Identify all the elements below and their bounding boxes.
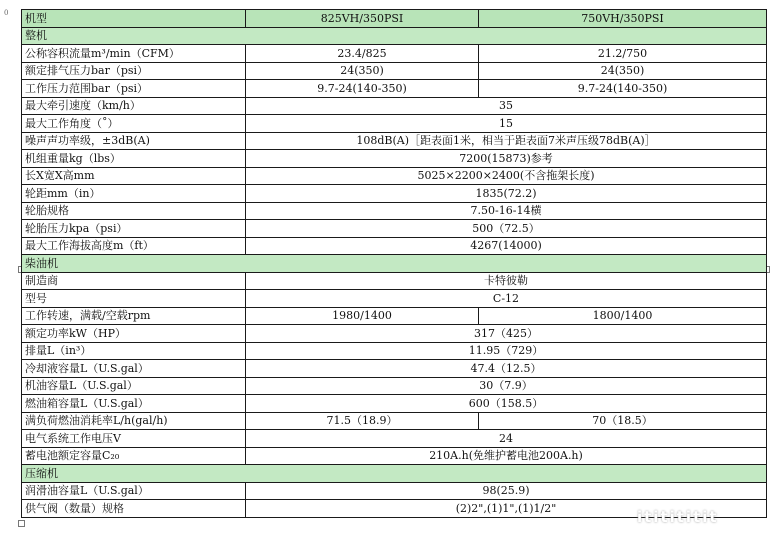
- table-row: [22, 202, 767, 220]
- value-shared: 1835(72.2): [246, 185, 767, 203]
- spec-label: 满负荷燃油消耗率L/h(gal/h): [22, 412, 246, 430]
- table-row: [22, 62, 767, 80]
- spec-label: 轮胎压力kpa（psi）: [22, 220, 246, 238]
- value-shared: 317（425）: [246, 325, 767, 343]
- value-shared: 98(25.9): [246, 482, 767, 500]
- spec-label: 最大工作海拔高度m（ft）: [22, 237, 246, 255]
- watermark: ititititit: [637, 508, 719, 526]
- resize-handle-left-bottom[interactable]: [18, 520, 25, 527]
- value-shared: 5025×2200×2400(不含拖架长度): [246, 167, 767, 185]
- spec-label: 最大牵引速度（km/h）: [22, 97, 246, 115]
- table-row: [22, 447, 767, 465]
- value-shared: 卡特彼勒: [246, 272, 767, 290]
- spec-label: 长X宽X高mm: [22, 167, 246, 185]
- section-row: [22, 27, 767, 45]
- table-row: [22, 167, 767, 185]
- header-model-750: 750VH/350PSI: [479, 10, 767, 28]
- spec-label: 轮胎规格: [22, 202, 246, 220]
- spec-label: 公称容积流量m³/min（CFM）: [22, 45, 246, 63]
- value-shared: (2)2",(1)1",(1)1/2": [246, 500, 767, 518]
- table-row: [22, 272, 767, 290]
- table-row: [22, 237, 767, 255]
- value-750: 70（18.5）: [479, 412, 767, 430]
- spec-label: 噪声声功率级，±3dB(A): [22, 132, 246, 150]
- spec-label: 供气阀（数量）规格: [22, 500, 246, 518]
- table-row: [22, 115, 767, 133]
- header-model-label: 机型: [22, 10, 246, 28]
- spec-label: 额定功率kW（HP）: [22, 325, 246, 343]
- value-shared: 500（72.5）: [246, 220, 767, 238]
- table-row: [22, 150, 767, 168]
- table-row: [22, 377, 767, 395]
- spec-label: 工作压力范围bar（psi）: [22, 80, 246, 98]
- value-750: 1800/1400: [479, 307, 767, 325]
- value-750: 9.7-24(140-350): [479, 80, 767, 98]
- value-shared: 24: [246, 430, 767, 448]
- value-825: 1980/1400: [246, 307, 479, 325]
- table-row: [22, 395, 767, 413]
- table-row: [22, 412, 767, 430]
- spec-label: 机油容量L（U.S.gal）: [22, 377, 246, 395]
- table-row: [22, 430, 767, 448]
- value-825: 23.4/825: [246, 45, 479, 63]
- spec-label: 电气系统工作电压V: [22, 430, 246, 448]
- value-shared: 11.95（729）: [246, 342, 767, 360]
- spec-table: [21, 9, 767, 518]
- value-shared: 108dB(A)［距表面1米，相当于距表面7米声压级78dB(A)］: [246, 132, 767, 150]
- spec-label: 蓄电池额定容量C₂₀: [22, 447, 246, 465]
- value-750: 21.2/750: [479, 45, 767, 63]
- section-row: [22, 255, 767, 273]
- table-row: [22, 325, 767, 343]
- table-row: [22, 97, 767, 115]
- section-label: 压缩机: [22, 465, 767, 483]
- spec-label: 工作转速，满载/空载rpm: [22, 307, 246, 325]
- value-shared: 4267(14000): [246, 237, 767, 255]
- section-label: 整机: [22, 27, 767, 45]
- table-row: [22, 80, 767, 98]
- value-shared: 35: [246, 97, 767, 115]
- value-shared: 30（7.9）: [246, 377, 767, 395]
- section-label: 柴油机: [22, 255, 767, 273]
- spec-label: 排量L（in³）: [22, 342, 246, 360]
- value-750: 24(350): [479, 62, 767, 80]
- section-row: [22, 465, 767, 483]
- table-row: [22, 307, 767, 325]
- value-825: 24(350): [246, 62, 479, 80]
- table-row: [22, 290, 767, 308]
- value-shared: 7200(15873)参考: [246, 150, 767, 168]
- value-shared: 210A.h(免维护蓄电池200A.h): [246, 447, 767, 465]
- value-825: 71.5（18.9）: [246, 412, 479, 430]
- table-row: [22, 45, 767, 63]
- spec-label: 最大工作角度（˚）: [22, 115, 246, 133]
- spec-label: 额定排气压力bar（psi）: [22, 62, 246, 80]
- table-row: [22, 360, 767, 378]
- table-row: [22, 220, 767, 238]
- spec-label: 机组重量kg（lbs）: [22, 150, 246, 168]
- corner-mark: 0: [4, 9, 9, 17]
- spec-label: 制造商: [22, 272, 246, 290]
- value-shared: C-12: [246, 290, 767, 308]
- spec-label: 冷却液容量L（U.S.gal）: [22, 360, 246, 378]
- value-shared: 7.50-16-14横: [246, 202, 767, 220]
- spec-label: 润滑油容量L（U.S.gal）: [22, 482, 246, 500]
- table-header-row: [22, 10, 767, 28]
- table-row: [22, 342, 767, 360]
- spec-label: 燃油箱容量L（U.S.gal）: [22, 395, 246, 413]
- value-shared: 600（158.5）: [246, 395, 767, 413]
- value-shared: 47.4（12.5）: [246, 360, 767, 378]
- spec-label: 型号: [22, 290, 246, 308]
- value-825: 9.7-24(140-350): [246, 80, 479, 98]
- spec-label: 轮距mm（in）: [22, 185, 246, 203]
- header-model-825: 825VH/350PSI: [246, 10, 479, 28]
- value-shared: 15: [246, 115, 767, 133]
- table-row: [22, 185, 767, 203]
- table-row: [22, 482, 767, 500]
- table-row: [22, 132, 767, 150]
